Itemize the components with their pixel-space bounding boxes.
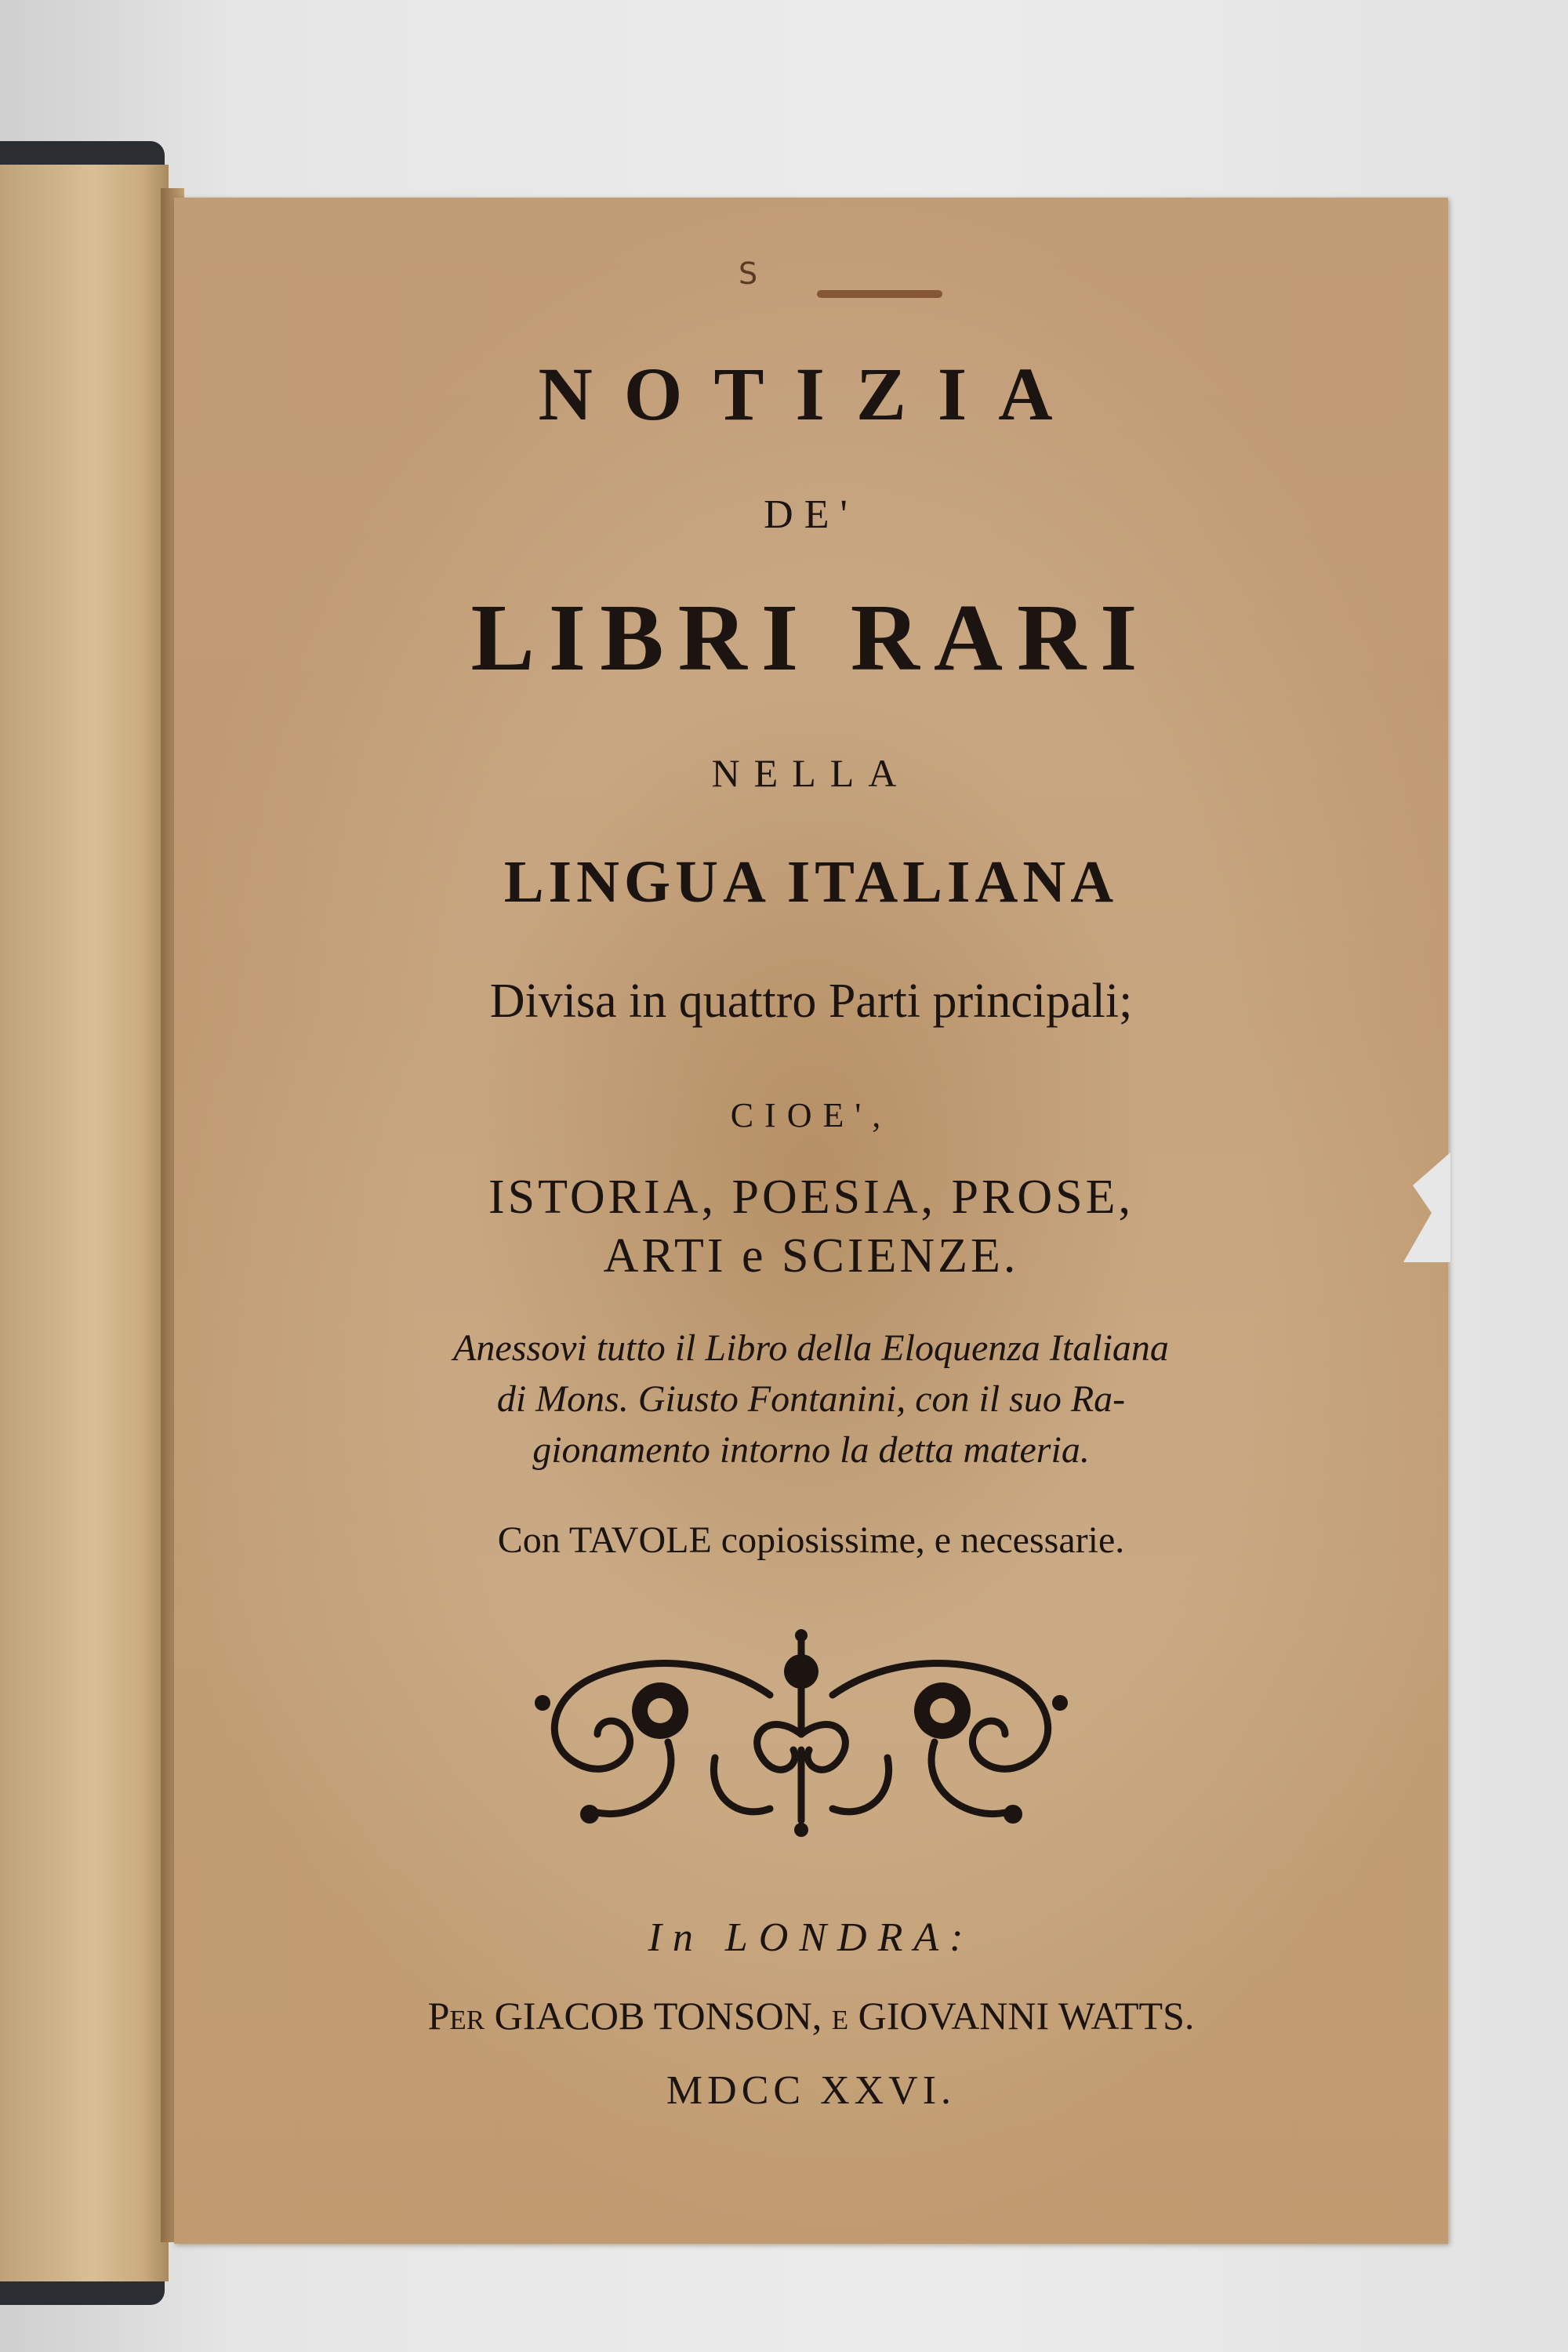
ink-rule	[817, 290, 942, 298]
left-endpaper	[0, 165, 169, 2281]
parts-line-2: ARTI e SCIENZE.	[603, 1229, 1019, 1283]
parts-line-1: ISTORIA, POESIA, PROSE,	[488, 1171, 1134, 1224]
title-lingua-italiana: LINGUA ITALIANA	[503, 849, 1119, 915]
title-notizia: NOTIZIA	[538, 352, 1084, 436]
note-line-3: gionamento intorno la detta materia.	[532, 1429, 1090, 1471]
imprint-year: MDCC XXVI.	[666, 2068, 956, 2113]
printers-ornament-icon	[511, 1624, 1091, 1844]
title-nella: NELLA	[711, 751, 911, 795]
title-de: DE'	[764, 492, 858, 537]
title-page	[174, 198, 1448, 2244]
tables-line: Con TAVOLE copiosissime, e necessarie.	[497, 1519, 1125, 1561]
imprint-place: In LONDRA:	[648, 1915, 975, 1960]
note-line-2: di Mons. Giusto Fontanini, con il suo Ra-	[496, 1378, 1126, 1420]
subtitle: Divisa in quattro Parti principali;	[489, 975, 1133, 1028]
cioe-line: CIOE',	[730, 1096, 892, 1134]
imprint-printers: Per GIACOB TONSON, e GIOVANNI WATTS.	[427, 1994, 1195, 2038]
note-line-1: Anessovi tutto il Libro della Eloquenza Italiana	[453, 1327, 1169, 1369]
title-libri-rari: LIBRI RARI	[470, 585, 1152, 691]
signature-mark: S	[739, 256, 758, 291]
